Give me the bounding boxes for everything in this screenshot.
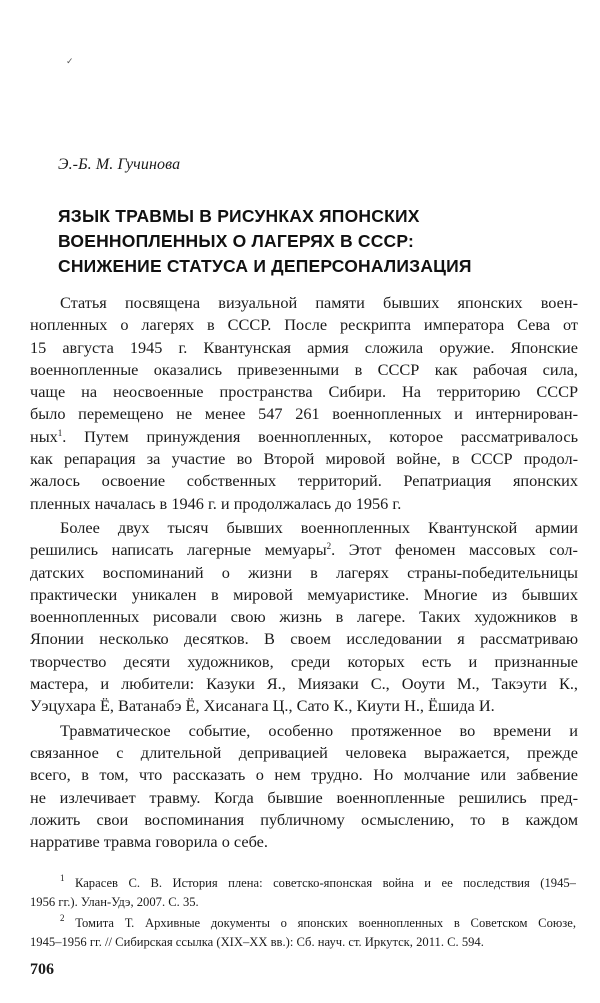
footnote-ref-2[interactable]: 2 [326,541,332,552]
title-line: ЯЗЫК ТРАВМЫ В РИСУНКАХ ЯПОНСКИХ [58,206,420,226]
text-line: всего, в том, что рассказать о нем трудно. Но молчание или забвение [30,765,578,785]
text-fragment: ных [30,426,58,446]
footnote-2 [30,914,576,951]
text-line: пленных началась в 1946 г. и продолжалась до 1956 г. [30,493,402,513]
text-line: военнопленные оказались привезенными в СССР как рабочая сила, [30,359,578,379]
page-number: 706 [30,961,54,978]
text-line: нарративе травма говорила о себе. [30,832,268,852]
author-name: Э.-Б. М. Гучинова [58,156,181,173]
text-line: военнопленных рисовали свою жизнь в лагере. Таких художников в [30,607,578,627]
footnote-line [30,914,576,933]
footnote-line: 1956 гг.). Улан-Удэ, 2007. С. 35. [30,894,199,909]
text-line: 15 августа 1945 г. Квантунская армия сложила оружие. Японские [30,337,578,357]
title-line: СНИЖЕНИЕ СТАТУСА И ДЕПЕРСОНАЛИЗАЦИЯ [58,256,472,276]
paragraph [30,292,578,515]
article-title [58,204,558,279]
text-line [30,539,578,561]
footnote-line [30,874,576,893]
text-line: датских воспоминаний о жизни в лагерях страны-победительницы [30,562,578,582]
text-line: творчество десяти художников, среди которых есть и признанные [30,651,578,671]
title-line: ВОЕННОПЛЕННЫХ О ЛАГЕРЯХ В СССР: [58,231,415,251]
paragraph [30,720,578,854]
footnote-divider [30,865,578,866]
text-line: практически уникален в мировой мемуаристике. Многие из бывших [30,584,578,604]
text-line: связанное с длительной депривацией человека выражается, прежде [30,742,578,762]
footnote-number: 1 [60,873,65,883]
text-line: нопленных о лагерях в СССР. После рескрипта императора Сева от [30,315,578,335]
text-line: жалось освоение собственных территорий. Репатриация японских [30,471,578,491]
footnote-line: 1945–1956 гг. // Сибирская ссылка (XIX–XX вв.): Сб. науч. ст. Иркутск, 2011. С. 594. [30,934,484,949]
text-fragment: Томита Т. Архивные документы о японских военнопленных в Советском Союзе, [75,916,576,930]
text-line: ложить свои воспоминания публичному осмыслению, то в каждом [30,809,578,829]
text-fragment: . Путем принуждения военнопленных, которое рассматривалось [62,426,578,446]
paragraph [30,517,578,718]
text-line: не излечивает травму. Когда бывшие военнопленные решились пред- [30,787,578,807]
footnote-1 [30,874,576,911]
text-line: Статья посвящена визуальной памяти бывших японских воен- [60,293,578,312]
text-line: мастера, и любители: Казуки Я., Миязаки С., Ооути М., Такэути К., [30,674,578,694]
text-line [30,426,578,448]
text-line: Травматическое событие, особенно протяженное во времени и [60,720,578,740]
text-line: Более двух тысяч бывших военнопленных Квантунской армии [60,517,578,537]
text-line: как репарация за участие во Второй мировой войне, в СССР продол- [30,449,578,469]
footnote-number: 2 [60,913,65,923]
text-line: было перемещено не менее 547 261 военнопленных и интернирован- [30,404,578,424]
check-mark: ✓ [66,56,74,66]
footnotes [30,874,576,951]
text-line: Японии несколько десятков. В своем исследовании я рассматриваю [30,629,578,649]
text-fragment: решились написать лагерные мемуары [30,540,327,560]
footnote-ref-1[interactable]: 1 [57,427,63,438]
text-fragment: Карасев С. В. История плена: советско-японская война и ее последствия (1945– [74,876,576,890]
text-line: чаще на неосвоенные пространства Сибири. На территорию СССР [30,382,578,402]
text-line: Уэцухара Ё, Ватанабэ Ё, Хисанага Ц., Сато К., Киути Н., Ёшида И. [30,696,495,716]
article-body [30,292,578,853]
text-fragment: . Этот феномен массовых сол- [331,540,578,560]
